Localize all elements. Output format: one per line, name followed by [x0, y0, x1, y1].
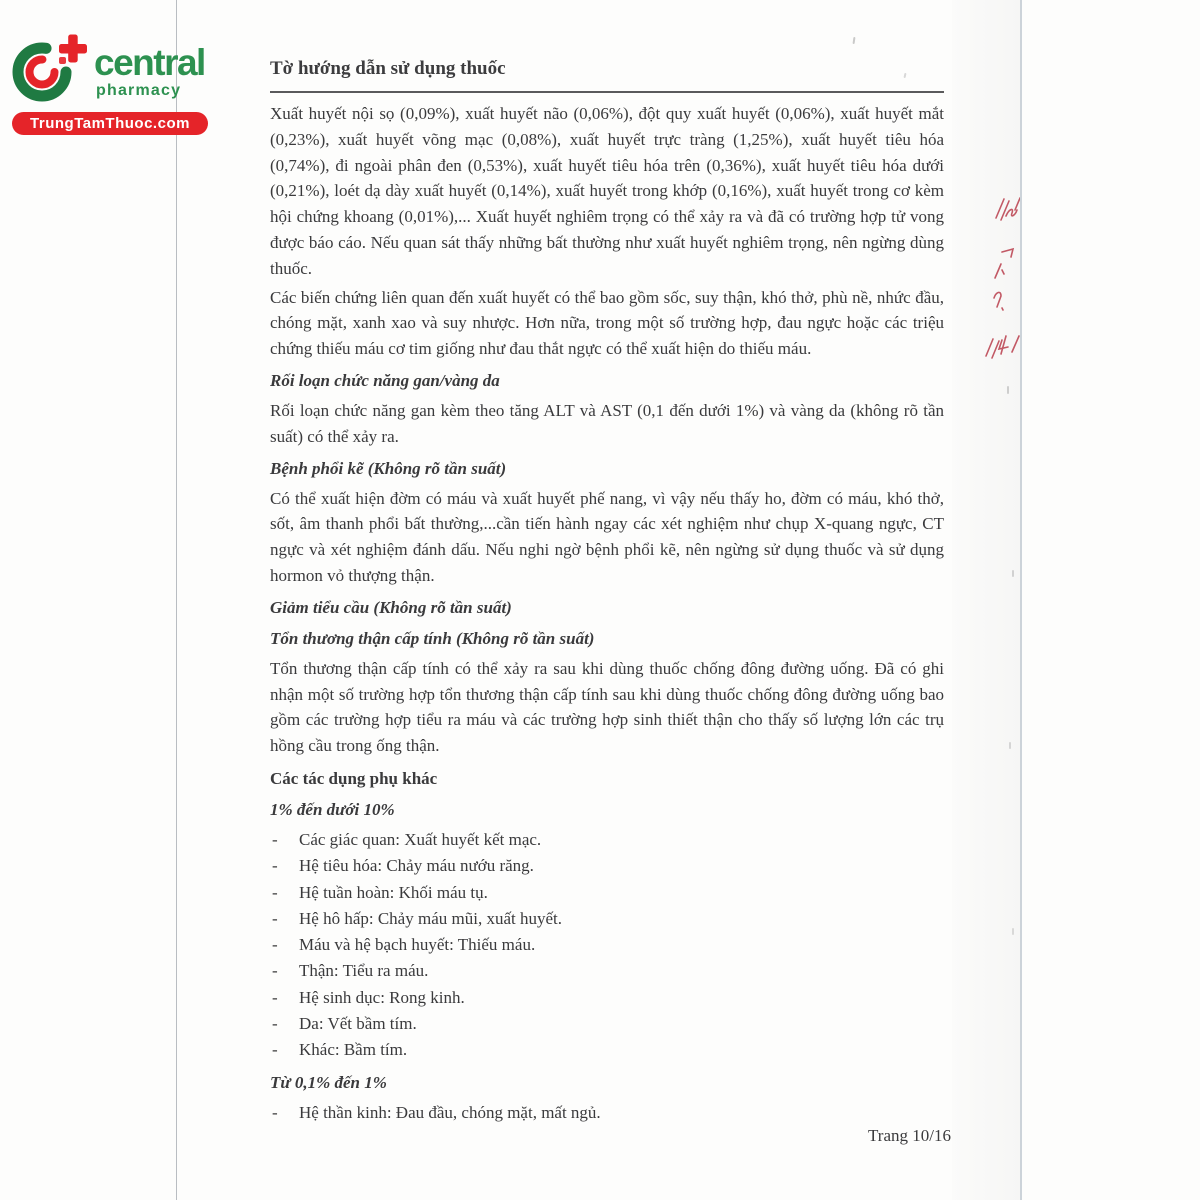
list-item-text: Da: Vết bầm tím. — [299, 1014, 417, 1034]
list-item-senses — [270, 827, 944, 853]
logo-site-text: TrungTamThuoc.com — [30, 115, 190, 132]
list-item-text: Hệ thần kinh: Đau đầu, chóng mặt, mất ngủ. — [299, 1102, 601, 1122]
heading-interstitial-lung-disease: Bệnh phổi kẽ (Không rõ tần suất) — [270, 458, 507, 478]
logo-brand-text: central — [94, 42, 205, 83]
list-item-text: Hệ tiêu hóa: Chảy máu nướu răng. — [299, 856, 534, 876]
page-edge-right — [1020, 0, 1022, 1200]
list-item-digestive — [270, 853, 944, 879]
paragraph-interstitial-lung-disease: Có thể xuất hiện đờm có máu và xuất huyết phế nang, vì vậy nếu thấy ho, đờm có máu, khó thở, sốt, âm thanh phổi bất thường,...cần tiến hành ngay các xét nghiệm như chụp X-quang ngực, CT ngực và xét nghiệm đánh dấu. Nếu nghi ngờ bệnh phổi kẽ, nên ngừng sử dụng thuốc và sử dụng hormon vỏ thượng thận. — [270, 488, 944, 585]
logo-wordmark — [94, 42, 205, 100]
list-bullet: - — [272, 829, 278, 849]
list-bullet: - — [272, 882, 278, 902]
paragraph-acute-kidney-injury: Tổn thương thận cấp tính có thể xảy ra sau khi dùng thuốc chống đông đường uống. Đã có ghi nhận một số trường hợp tổn thương thận cấp tính sau khi dùng thuốc chống đông đường uống bao gồm các trường hợp tiểu ra máu và các trường hợp sinh thiết thận cho thấy số lượng lớn các trụ hồng cầu trong ống thận. — [270, 658, 944, 756]
paragraph-bleeding-complications: Các biến chứng liên quan đến xuất huyết có thể bao gồm sốc, suy thận, khó thở, phù nề, nhức đầu, chóng mặt, xanh xao và suy nhược. Hơn nữa, trong một số trường hợp, đau ngực hoặc các triệu chứng thiếu máu cơ tim giống như đau thắt ngực có thể xuất hiện do thiếu máu. — [270, 287, 944, 359]
paragraph-bleeding-stats: Xuất huyết nội sọ (0,09%), xuất huyết não (0,06%), đột quy xuất huyết (0,06%), xuất huyết mắt (0,23%), xuất huyết võng mạc (0,08%), xuất huyết trực tràng (1,25%), xuất huyết tiêu hóa (0,74%), đi ngoài phân đen (0,53%), xuất huyết tiêu hóa trên (0,36%), xuất huyết tiêu hóa dưới (0,21%), loét dạ dày xuất huyết (0,14%), xuất huyết trong khớp (0,16%), xuất huyết trong cơ kèm hội chứng khoang (0,01%),... Xuất huyết nghiêm trọng có thể xảy ra và đã có trường hợp tử vong được báo cáo. Nếu quan sát thấy những bất thường như xuất huyết nghiêm trọng, nên ngừng dùng thuốc. — [270, 104, 944, 278]
list-bullet: - — [272, 908, 278, 928]
list-item-text: Hệ tuần hoàn: Khối máu tụ. — [299, 882, 488, 902]
list-item-kidney — [270, 958, 944, 984]
page-number: Trang 10/16 — [868, 1126, 951, 1145]
heading-liver-disorder: Rối loạn chức năng gan/vàng da — [270, 370, 500, 390]
handwritten-annotation — [982, 190, 1020, 368]
central-pharmacy-c-plus-icon — [12, 28, 92, 108]
list-bullet: - — [272, 935, 278, 955]
list-item-blood-lymphatic — [270, 932, 944, 958]
list-item-circulatory — [270, 880, 944, 906]
scan-artifact — [1009, 742, 1011, 749]
logo-top-row — [12, 28, 227, 108]
list-bullet: - — [272, 1014, 278, 1034]
list-bullet: - — [272, 987, 278, 1007]
heading-thrombocytopenia: Giảm tiểu cầu (Không rõ tần suất) — [270, 597, 512, 617]
logo-site-pill — [12, 112, 208, 135]
paragraph-liver-disorder: Rối loạn chức năng gan kèm theo tăng ALT và AST (0,1 đến dưới 1%) và vàng da (không rõ tần suất) có thể xảy ra. — [270, 400, 944, 446]
page-edge-left — [176, 0, 177, 1200]
list-item-other — [270, 1037, 944, 1063]
scan-artifact — [853, 37, 856, 44]
heading-other-side-effects: Các tác dụng phụ khác — [270, 768, 438, 788]
header-rule — [270, 91, 944, 93]
pharmacy-logo — [12, 28, 227, 135]
list-item-reproductive — [270, 985, 944, 1011]
logo-brand-subtext: pharmacy — [96, 82, 182, 99]
document-title: Tờ hướng dẫn sử dụng thuốc — [270, 58, 506, 79]
list-bullet: - — [272, 856, 278, 876]
list-item-respiratory — [270, 906, 944, 932]
list-bullet: - — [272, 1102, 278, 1122]
list-item-nervous-system — [270, 1100, 944, 1126]
heading-1-to-10-percent: 1% đến dưới 10% — [270, 799, 395, 819]
scan-artifact — [1012, 570, 1014, 577]
list-item-text: Các giác quan: Xuất huyết kết mạc. — [299, 829, 542, 849]
list-item-text: Hệ sinh dục: Rong kinh. — [299, 987, 465, 1007]
list-bullet: - — [272, 961, 278, 981]
list-bullet: - — [272, 1040, 278, 1060]
list-item-text: Khác: Bầm tím. — [299, 1040, 408, 1060]
list-item-text: Máu và hệ bạch huyết: Thiếu máu. — [299, 935, 536, 955]
document-body — [270, 101, 944, 1126]
scan-shadow-strip — [952, 0, 1020, 1200]
scan-artifact — [1012, 928, 1014, 935]
list-item-text: Hệ hô hấp: Chảy máu mũi, xuất huyết. — [299, 908, 562, 928]
list-item-text: Thận: Tiểu ra máu. — [299, 961, 429, 981]
heading-acute-kidney-injury: Tổn thương thận cấp tính (Không rõ tần suất) — [270, 628, 595, 648]
heading-0point1-to-1-percent: Từ 0,1% đến 1% — [270, 1072, 387, 1092]
list-item-skin — [270, 1011, 944, 1037]
scan-artifact — [1007, 386, 1009, 394]
